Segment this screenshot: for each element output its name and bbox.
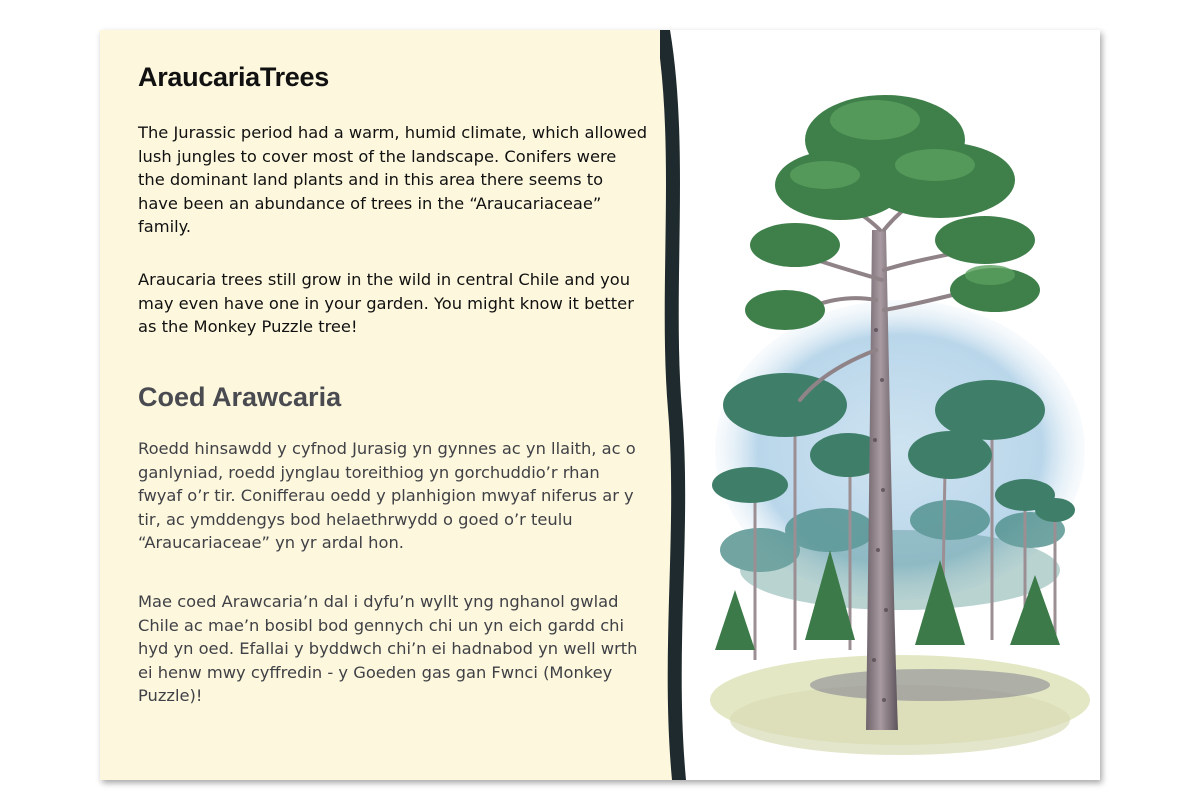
english-paragraph-1: The Jurassic period had a warm, humid climate, which allowed lush jungles to cover most of the landscape. Conifers were the dominant land plants and in this area there seems to have been an abundance of trees in the “Araucariaceae” family. (138, 123, 648, 236)
english-title: AraucariaTrees (138, 62, 329, 92)
monkey-puzzle-tree-illustration (700, 30, 1100, 780)
welsh-title: Coed Arawcaria (138, 382, 342, 412)
welsh-paragraph-2: Mae coed Arawcaria’n dal i dyfu’n wyllt yng nghanol gwlad Chile ac mae’n bosibl bod gennych chi un yn eich gardd chi hyd yn oed. Efallai y byddwch chi’n ei hadnabod yn well wrth ei henw mwy cyffredin - y Goeden gas gan Fwnci (Monkey Puzzle)! (138, 592, 638, 705)
wavy-divider (660, 30, 700, 780)
text-column (100, 30, 685, 780)
welsh-paragraph-1: Roedd hinsawdd y cyfnod Jurasig yn gynnes ac yn llaith, ac o ganlyniad, roedd jynglau toreithiog yn gorchuddio’r rhan fwyaf o’r tir. Conifferau oedd y planhigion mwyaf niferus ar y tir, ac ymddengys bod helaethrwydd o goed o’r teulu “Araucariaceae” yn yr ardal hon. (138, 439, 636, 552)
info-panel (100, 30, 1100, 780)
english-paragraph-2: Araucaria trees still grow in the wild in central Chile and you may even have one in your garden. You might know it better as the Monkey Puzzle tree! (138, 270, 634, 336)
